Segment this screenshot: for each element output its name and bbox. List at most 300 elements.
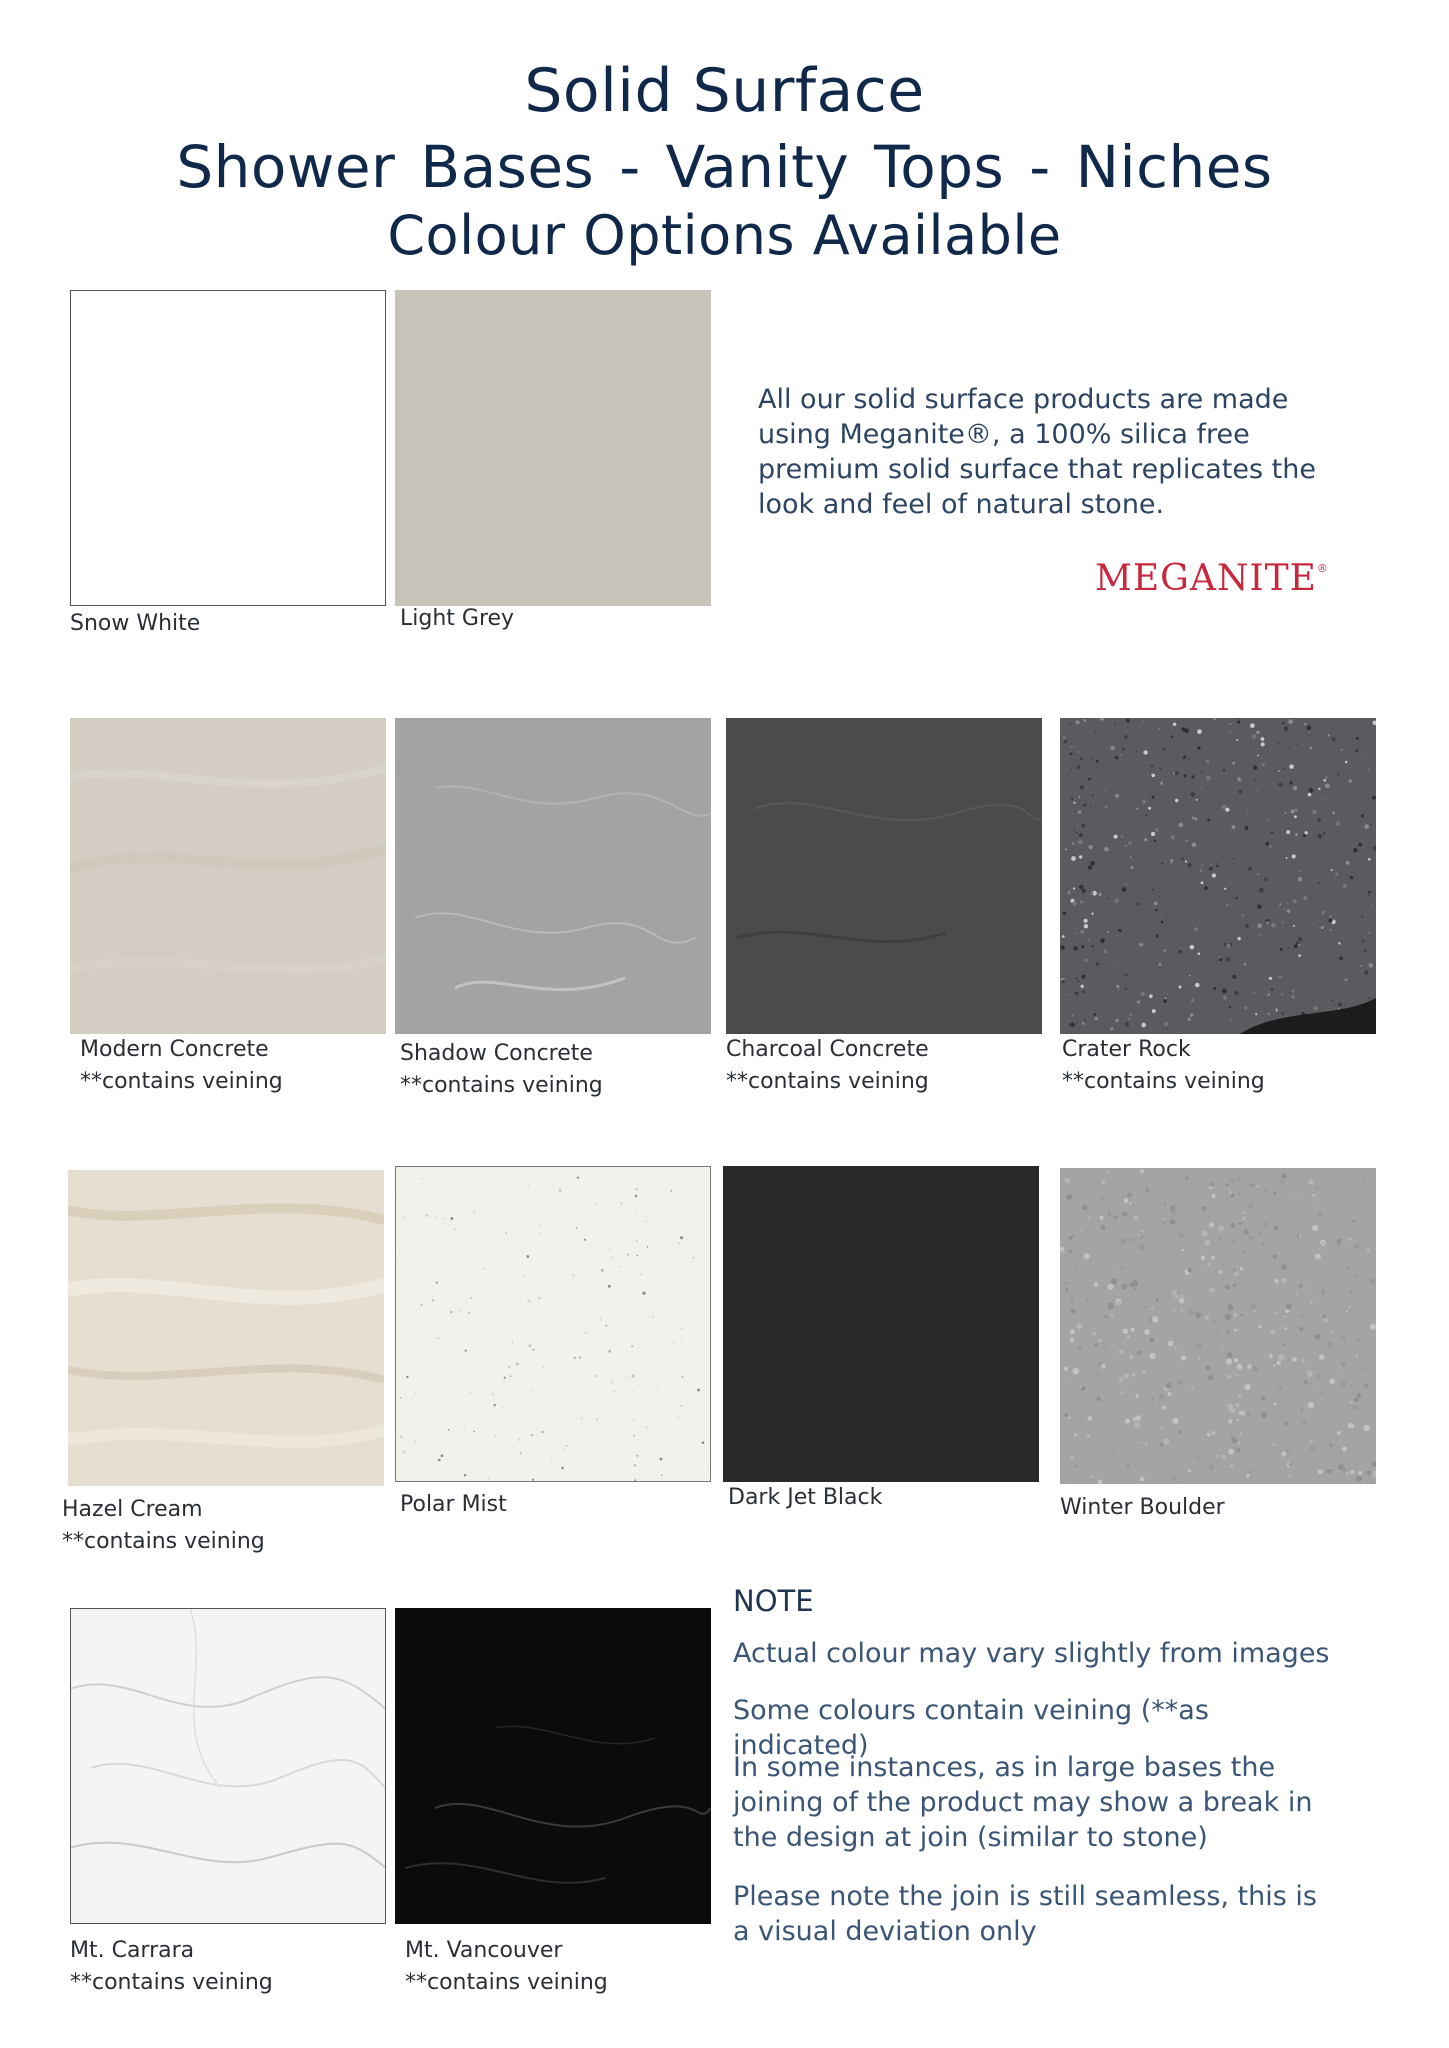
speckle	[1129, 1355, 1134, 1360]
speckle	[479, 1447, 481, 1449]
speckle	[632, 1390, 634, 1392]
speckle	[1090, 892, 1093, 895]
swatch-name: Snow White	[70, 611, 201, 636]
speckle	[634, 1464, 637, 1467]
speckle	[1111, 1278, 1117, 1284]
speckle	[586, 1216, 588, 1218]
speckle	[533, 1349, 535, 1351]
speckle	[1369, 963, 1374, 968]
swatch-dark-jet-black	[723, 1166, 1039, 1482]
speckle	[660, 1458, 663, 1461]
speckle	[1081, 975, 1085, 979]
speckle	[1190, 945, 1195, 950]
speckle	[1082, 889, 1086, 893]
speckle	[1174, 1346, 1176, 1348]
speckle	[678, 1242, 680, 1244]
speckle	[1088, 778, 1091, 781]
speckle	[1305, 922, 1306, 923]
swatch-label	[728, 1482, 882, 1514]
speckle	[1085, 959, 1088, 962]
speckle	[1230, 1465, 1234, 1469]
speckle	[1225, 808, 1229, 812]
speckle	[1149, 994, 1153, 998]
speckle	[1235, 897, 1237, 899]
speckle	[702, 1441, 705, 1444]
speckle	[1076, 1022, 1078, 1024]
swatch-name: Modern Concrete	[80, 1037, 269, 1062]
speckle	[1229, 1006, 1231, 1008]
speckle	[1171, 1211, 1174, 1214]
speckle	[673, 1341, 676, 1344]
speckle	[1175, 799, 1178, 802]
speckle	[528, 1185, 530, 1187]
speckle	[1135, 1395, 1138, 1398]
speckle	[1328, 918, 1332, 922]
speckle	[1128, 1238, 1132, 1242]
speckle	[449, 1173, 450, 1174]
speckle	[1361, 814, 1364, 817]
speckle	[636, 1239, 638, 1241]
speckle	[1310, 1382, 1312, 1384]
speckle	[1140, 1170, 1144, 1174]
speckle	[1201, 864, 1203, 866]
speckle	[1181, 1355, 1186, 1360]
speckle	[1092, 794, 1094, 796]
speckle	[1278, 743, 1280, 745]
speckle	[1235, 1403, 1239, 1407]
speckle	[1197, 729, 1202, 734]
speckle	[1349, 1306, 1351, 1308]
speckle	[1155, 909, 1158, 912]
speckle	[1179, 1233, 1185, 1239]
speckle	[1070, 1329, 1075, 1334]
speckle	[1138, 1234, 1141, 1237]
speckle	[1072, 842, 1074, 844]
speckle	[1202, 1206, 1207, 1211]
speckle	[454, 1228, 456, 1230]
speckle	[510, 1375, 512, 1377]
speckle	[1230, 1018, 1232, 1020]
speckle	[1109, 1214, 1111, 1216]
speckle	[1286, 830, 1290, 834]
swatch-label	[1062, 1034, 1265, 1098]
speckle	[1257, 873, 1259, 875]
speckle	[1278, 1354, 1284, 1360]
speckle	[1163, 1439, 1169, 1445]
speckle	[528, 1264, 530, 1266]
speckle	[1284, 812, 1286, 814]
speckle	[399, 1249, 402, 1252]
speckle	[1138, 1442, 1140, 1444]
speckle	[1314, 1437, 1316, 1439]
speckle	[1215, 1405, 1218, 1408]
speckle	[403, 1450, 406, 1453]
speckle	[1153, 839, 1156, 842]
speckle	[632, 1375, 635, 1378]
speckle	[1284, 1315, 1287, 1318]
swatch-name: Dark Jet Black	[728, 1485, 883, 1510]
speckle	[620, 1202, 623, 1205]
speckle	[1283, 908, 1285, 910]
speckle	[1331, 1331, 1333, 1333]
speckle	[1260, 934, 1262, 936]
speckle	[1274, 1279, 1278, 1283]
speckle	[1079, 885, 1083, 889]
speckle	[1179, 985, 1182, 988]
speckle	[1077, 751, 1078, 752]
speckle	[1233, 858, 1234, 859]
speckle	[1197, 746, 1200, 749]
speckle	[1105, 806, 1108, 809]
speckle	[1249, 1184, 1251, 1186]
swatch-name: Charcoal Concrete	[726, 1037, 929, 1062]
speckle	[617, 1300, 619, 1302]
speckle	[1161, 863, 1163, 865]
speckle	[1292, 854, 1296, 858]
speckle	[414, 1440, 417, 1443]
speckle	[1223, 769, 1226, 772]
speckle	[635, 1195, 637, 1197]
speckle	[1312, 1225, 1318, 1231]
speckle	[1299, 1284, 1303, 1288]
speckle	[1117, 1301, 1122, 1306]
speckle	[1180, 1295, 1184, 1299]
speckle	[1352, 1220, 1355, 1223]
speckle	[1261, 742, 1265, 746]
speckle	[1098, 1361, 1103, 1366]
speckle	[640, 1273, 642, 1275]
speckle	[559, 1189, 561, 1191]
speckle	[1368, 1476, 1370, 1478]
speckle	[1151, 765, 1154, 768]
speckle	[459, 1309, 462, 1312]
speckle	[681, 1376, 683, 1378]
speckle	[1114, 723, 1116, 725]
speckle	[1365, 1384, 1369, 1388]
speckle	[1222, 1349, 1224, 1351]
speckle	[564, 1448, 565, 1449]
speckle	[1126, 719, 1130, 723]
speckle	[535, 1170, 536, 1171]
speckle	[470, 1297, 472, 1299]
speckle	[487, 1477, 490, 1480]
speckle	[1118, 1349, 1123, 1354]
speckle	[646, 1426, 649, 1429]
speckle	[1112, 1453, 1114, 1455]
speckle	[1096, 760, 1099, 763]
speckle	[1234, 991, 1238, 995]
speckle	[1115, 898, 1119, 902]
speckle	[648, 1267, 649, 1268]
speckle	[425, 1214, 428, 1217]
speckle	[1227, 1375, 1231, 1379]
speckle	[1240, 1238, 1242, 1240]
speckle	[1087, 939, 1089, 941]
speckle	[1080, 1386, 1085, 1391]
speckle	[1137, 902, 1140, 905]
speckle	[400, 1317, 401, 1318]
speckle	[1116, 964, 1118, 966]
speckle	[1150, 1353, 1156, 1359]
speckle	[647, 1216, 649, 1218]
speckle	[1308, 1179, 1313, 1184]
speckle	[1232, 1268, 1237, 1273]
speckle	[1261, 757, 1262, 758]
speckle	[1306, 725, 1311, 730]
speckle	[446, 1241, 448, 1243]
speckle	[1266, 921, 1269, 924]
speckle	[1332, 811, 1335, 814]
speckle	[1226, 1359, 1232, 1365]
speckle	[1090, 861, 1095, 866]
speckle	[1267, 993, 1270, 996]
speckle	[1104, 950, 1108, 954]
swatch-name: Shadow Concrete	[400, 1041, 593, 1066]
speckle	[1171, 1476, 1176, 1481]
speckle	[1108, 897, 1109, 898]
speckle	[1276, 1010, 1278, 1012]
speckle	[1250, 723, 1255, 728]
speckle	[1165, 1383, 1171, 1389]
speckle	[1342, 1446, 1347, 1451]
note-line: Some colours contain veining (**as indicated)	[733, 1695, 1209, 1761]
speckle	[1194, 863, 1195, 864]
speckle	[1096, 962, 1099, 965]
speckle	[1115, 756, 1118, 759]
speckle	[1350, 1470, 1354, 1474]
speckle	[1264, 877, 1268, 881]
speckle	[1172, 1290, 1177, 1295]
speckle	[1309, 747, 1312, 750]
speckle	[1319, 1390, 1321, 1392]
speckle	[686, 1221, 687, 1222]
speckle	[656, 1386, 658, 1388]
speckle	[1364, 1425, 1370, 1431]
speckle	[1322, 1314, 1326, 1318]
speckle	[1094, 1282, 1098, 1286]
swatch-label	[80, 1034, 283, 1098]
speckle	[1151, 1396, 1155, 1400]
speckle	[1070, 752, 1073, 755]
speckle	[636, 1455, 638, 1457]
speckle	[1303, 834, 1306, 837]
speckle	[1205, 1240, 1211, 1246]
speckle	[1300, 1315, 1304, 1319]
speckle	[1344, 979, 1347, 982]
speckle	[1206, 760, 1209, 763]
speckle	[1298, 937, 1302, 941]
speckle	[1243, 1251, 1245, 1253]
speckle	[1060, 945, 1065, 950]
speckle	[1122, 1196, 1124, 1198]
swatch-note: **contains veining	[80, 1069, 283, 1094]
speckle	[1334, 1407, 1336, 1409]
speckle	[1269, 845, 1272, 848]
speckle	[1151, 774, 1155, 778]
speckle	[1321, 926, 1324, 929]
swatch-name: Mt. Carrara	[70, 1938, 195, 1963]
speckle	[579, 1361, 580, 1362]
speckle	[400, 1397, 401, 1398]
speckle	[1368, 858, 1371, 861]
speckle	[1271, 923, 1276, 928]
swatch-charcoal-concrete	[726, 718, 1042, 1034]
speckle	[1156, 935, 1159, 938]
speckle	[1220, 1272, 1222, 1274]
speckle	[1196, 799, 1198, 801]
speckle	[1133, 1215, 1138, 1220]
speckle	[579, 1356, 581, 1358]
speckle	[627, 1376, 629, 1378]
speckle	[1364, 949, 1367, 952]
speckle	[1226, 957, 1230, 961]
speckle	[577, 1176, 579, 1178]
speckle	[1170, 862, 1172, 864]
speckle	[1247, 810, 1249, 812]
speckle	[1082, 804, 1083, 805]
speckle	[1191, 775, 1194, 778]
speckle	[523, 1275, 524, 1276]
speckle	[1305, 831, 1308, 834]
speckle	[1273, 1225, 1278, 1230]
speckle	[1229, 723, 1231, 725]
speckle	[1077, 765, 1081, 769]
speckle	[440, 1454, 443, 1457]
speckle	[1209, 1181, 1215, 1187]
speckle	[1082, 990, 1085, 993]
speckle	[1271, 988, 1274, 991]
speckle	[1280, 1180, 1284, 1184]
speckle	[1238, 1177, 1242, 1181]
speckle	[1294, 815, 1297, 818]
speckle	[1069, 1236, 1073, 1240]
speckle	[415, 1392, 417, 1394]
swatch-label	[405, 1935, 608, 1999]
speckle	[1233, 1313, 1238, 1318]
speckle	[1155, 828, 1158, 831]
speckle	[1192, 816, 1195, 819]
speckle	[1271, 831, 1273, 833]
note-line: Please note the join is still seamless, this is a visual deviation only	[733, 1881, 1317, 1947]
speckle	[1100, 1225, 1105, 1230]
speckle	[1296, 1293, 1298, 1295]
swatch-winter-boulder	[1060, 1168, 1376, 1484]
speckle	[1235, 1374, 1238, 1377]
speckle	[1333, 1380, 1336, 1383]
speckle	[1101, 1180, 1105, 1184]
speckle	[1274, 1402, 1277, 1405]
speckle	[448, 1429, 450, 1431]
speckle	[1323, 779, 1326, 782]
speckle	[1132, 1373, 1136, 1377]
speckle	[1074, 1434, 1077, 1437]
speckle	[1168, 1340, 1174, 1346]
speckle	[1364, 824, 1369, 829]
speckle	[1232, 1438, 1237, 1443]
speckle	[1160, 1427, 1162, 1429]
speckle	[1216, 864, 1219, 867]
speckle	[1127, 1193, 1132, 1198]
speckle	[1323, 832, 1326, 835]
speckle	[1070, 723, 1072, 725]
speckle	[529, 1344, 532, 1347]
speckle	[1236, 1419, 1238, 1421]
speckle	[1118, 988, 1119, 989]
speckle	[1210, 864, 1212, 866]
speckle	[1107, 932, 1108, 933]
speckle	[1180, 1309, 1183, 1312]
speckle	[1239, 1277, 1241, 1279]
speckle	[579, 1296, 580, 1297]
speckle	[1298, 954, 1301, 957]
speckle	[1229, 850, 1230, 851]
speckle	[1291, 995, 1294, 998]
speckle	[1129, 1202, 1131, 1204]
speckle	[1295, 809, 1297, 811]
speckle	[1173, 723, 1177, 727]
speckle	[1299, 1236, 1301, 1238]
speckle	[1075, 977, 1077, 979]
speckle	[1281, 1278, 1287, 1284]
speckle	[1126, 1335, 1130, 1339]
speckle	[1088, 865, 1093, 870]
speckle	[1355, 749, 1359, 753]
speckle	[1350, 1384, 1352, 1386]
speckle	[1218, 1226, 1224, 1232]
speckle	[1088, 1416, 1093, 1421]
speckle	[1122, 1211, 1127, 1216]
speckle	[1152, 889, 1154, 891]
swatch-modern-concrete	[70, 718, 386, 1034]
speckle	[1081, 945, 1084, 948]
speckle	[633, 1435, 635, 1437]
note-line: Actual colour may vary slightly from images	[733, 1638, 1330, 1669]
speckle	[1343, 1337, 1347, 1341]
speckle	[1170, 859, 1173, 862]
speckle	[1105, 1315, 1108, 1318]
speckle	[1289, 781, 1292, 784]
speckle	[1100, 1216, 1104, 1220]
speckle	[1229, 1178, 1234, 1183]
speckle	[644, 1447, 645, 1448]
speckle	[1349, 1401, 1353, 1405]
speckle	[1091, 913, 1093, 915]
speckle	[1219, 1238, 1223, 1242]
speckle	[585, 1332, 586, 1333]
speckle	[1163, 1220, 1167, 1224]
speckle	[1245, 924, 1249, 928]
speckle	[1140, 943, 1143, 946]
speckle	[1144, 1329, 1150, 1335]
speckle	[1338, 1464, 1344, 1470]
speckle	[1356, 1475, 1362, 1481]
swatch-note: **contains veining	[405, 1970, 608, 1995]
speckle	[1287, 902, 1289, 904]
speckle	[1346, 1266, 1350, 1270]
speckle	[1256, 790, 1258, 792]
speckle	[1310, 1446, 1316, 1452]
speckle	[1337, 773, 1339, 775]
speckle	[1124, 1373, 1129, 1378]
speckle	[1277, 1222, 1279, 1224]
speckle	[661, 1475, 662, 1476]
speckle	[1125, 974, 1128, 977]
speckle	[1304, 723, 1307, 726]
speckle	[1319, 1354, 1324, 1359]
speckle	[1248, 867, 1252, 871]
speckle	[509, 1366, 510, 1367]
speckle	[1150, 1401, 1152, 1403]
